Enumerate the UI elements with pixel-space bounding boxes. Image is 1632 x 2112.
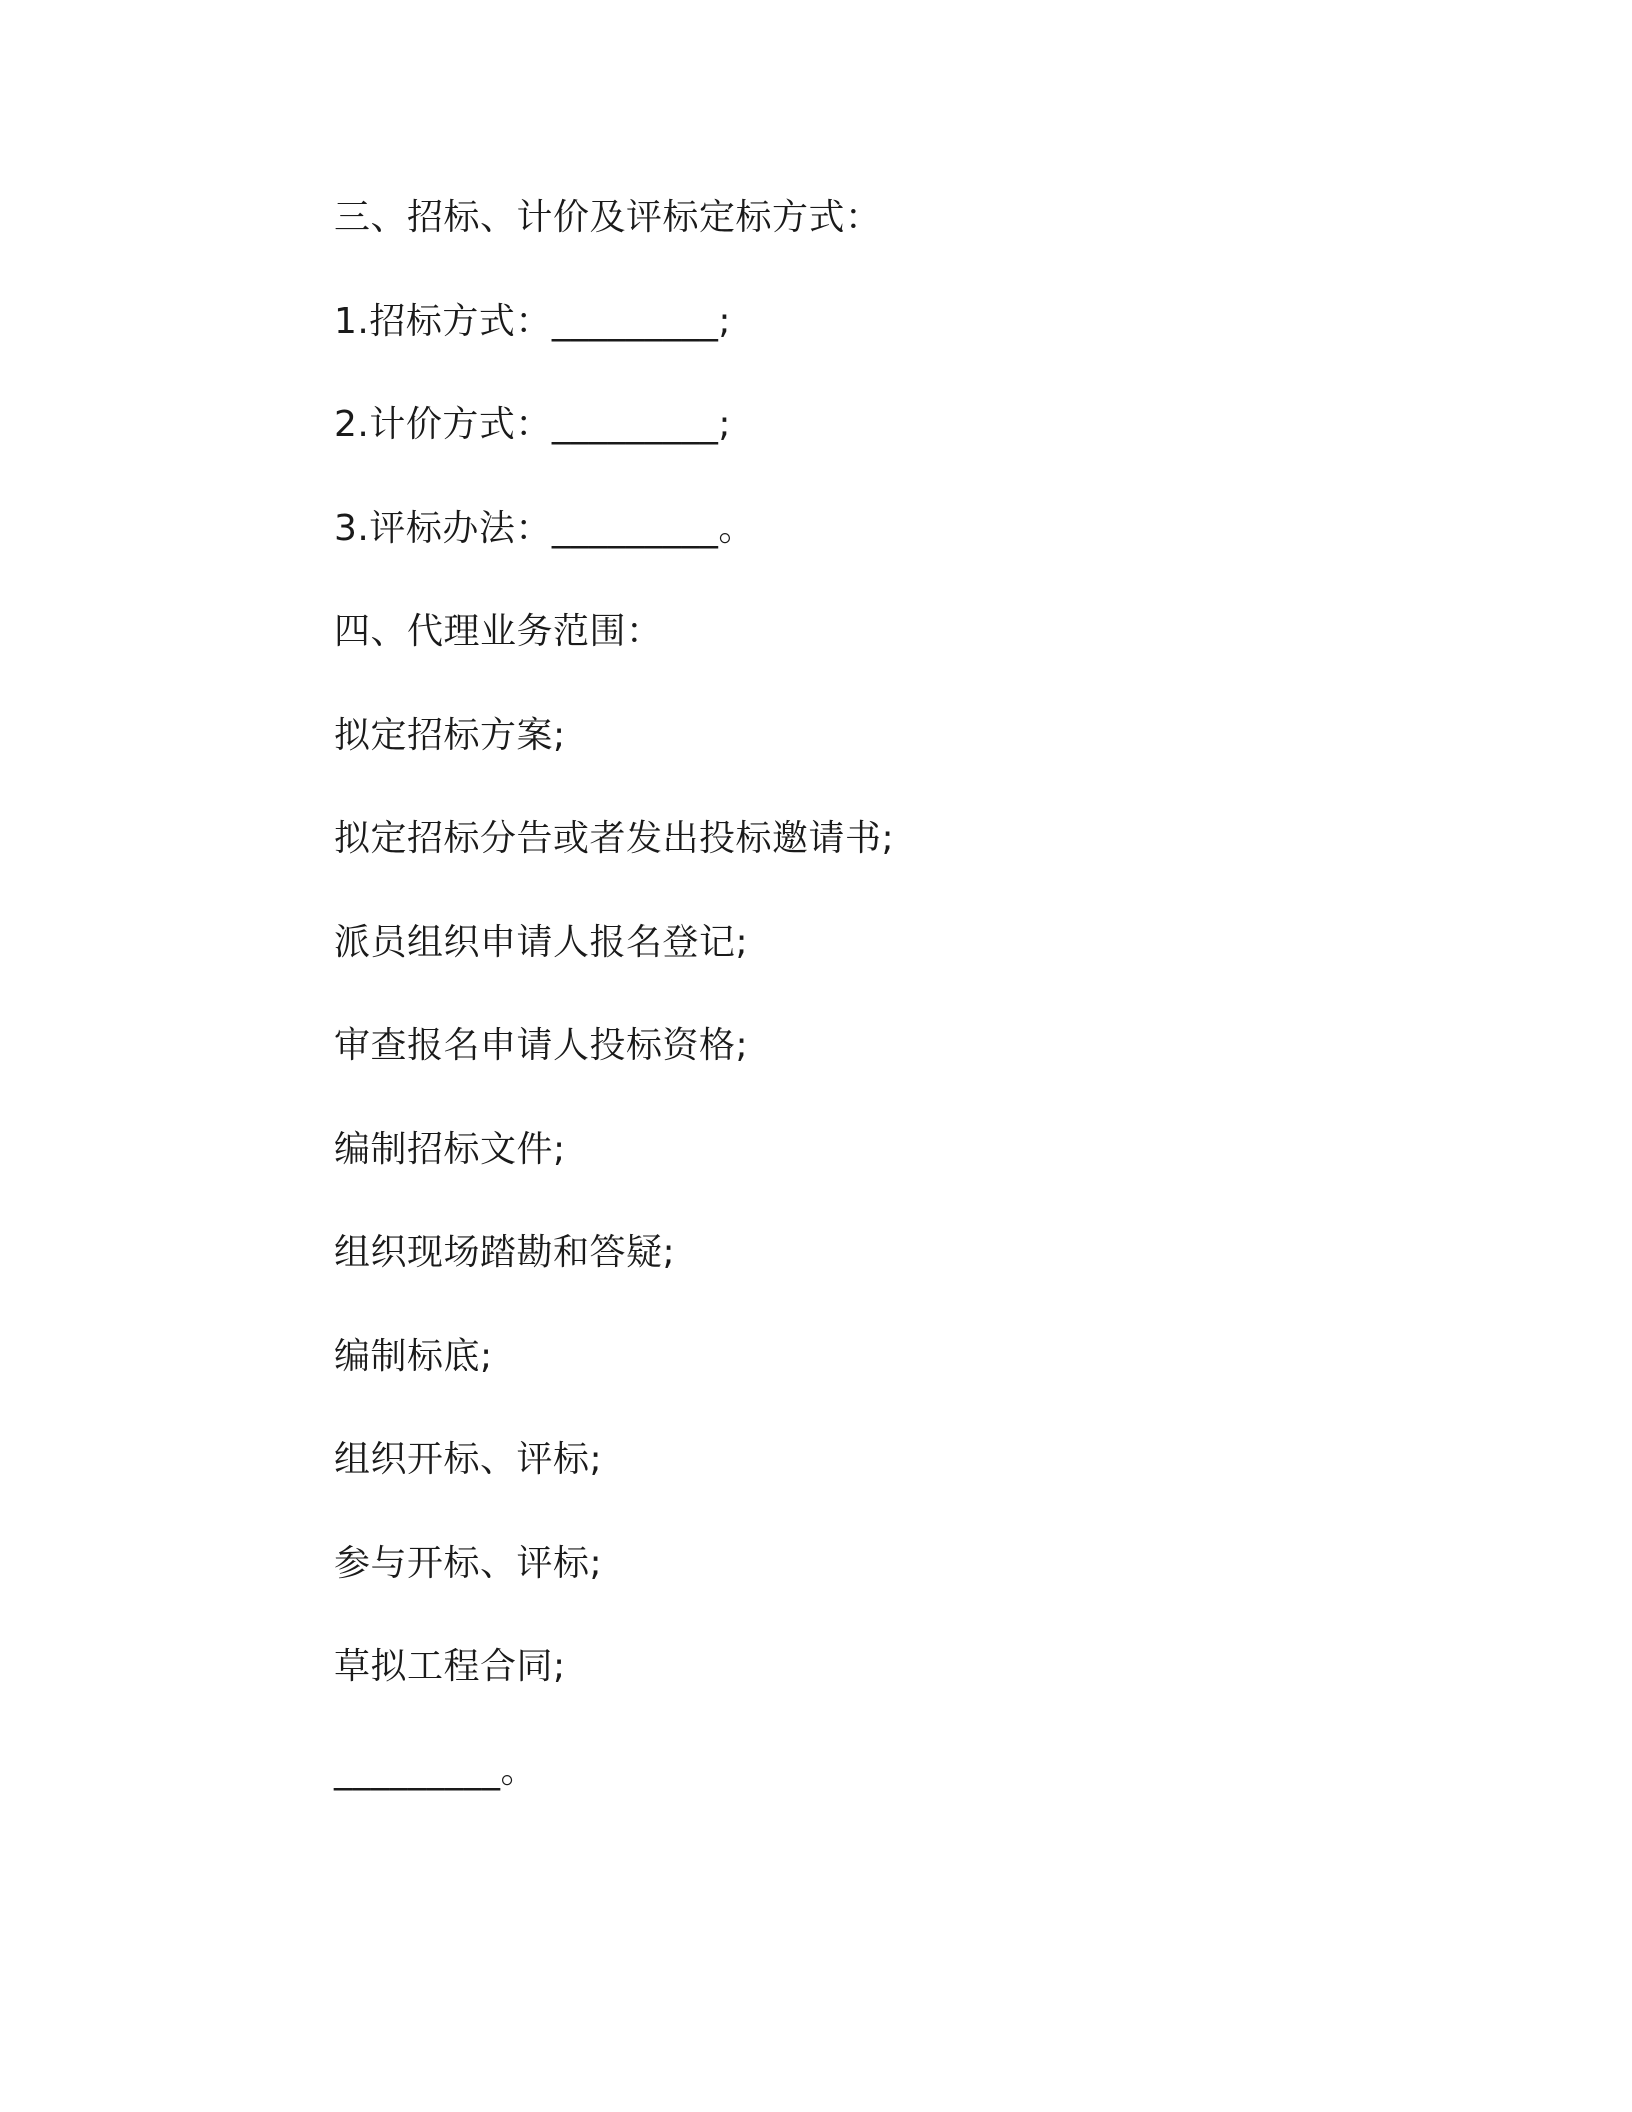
bidding-method-line: 1.招标方式：_________; [334, 300, 731, 342]
section-heading-agency-scope: 四、代理业务范围： [334, 611, 663, 652]
scope-item: 审查报名申请人投标资格; [334, 1025, 749, 1066]
scope-item: 参与开标、评标; [334, 1542, 603, 1584]
document-body [334, 188, 1434, 1844]
scope-item: 组织开标、评标; [334, 1439, 603, 1480]
pricing-method-line: 2.计价方式：_________; [334, 404, 731, 445]
scope-item: 拟定招标分告或者发出投标邀请书; [334, 818, 895, 859]
scope-item-blank: _________。 [334, 1749, 538, 1791]
evaluation-method-line: 3.评标办法：_________。 [334, 507, 755, 549]
scope-item: 编制招标文件; [334, 1128, 566, 1170]
scope-item: 组织现场踏勘和答疑; [334, 1232, 676, 1273]
scope-item: 草拟工程合同; [334, 1646, 566, 1687]
scope-item: 编制标底; [334, 1335, 493, 1377]
scope-item: 派员组织申请人报名登记; [334, 921, 749, 963]
section-heading-bidding-method: 三、招标、计价及评标定标方式： [334, 197, 882, 238]
scope-item: 拟定招标方案; [334, 714, 566, 756]
